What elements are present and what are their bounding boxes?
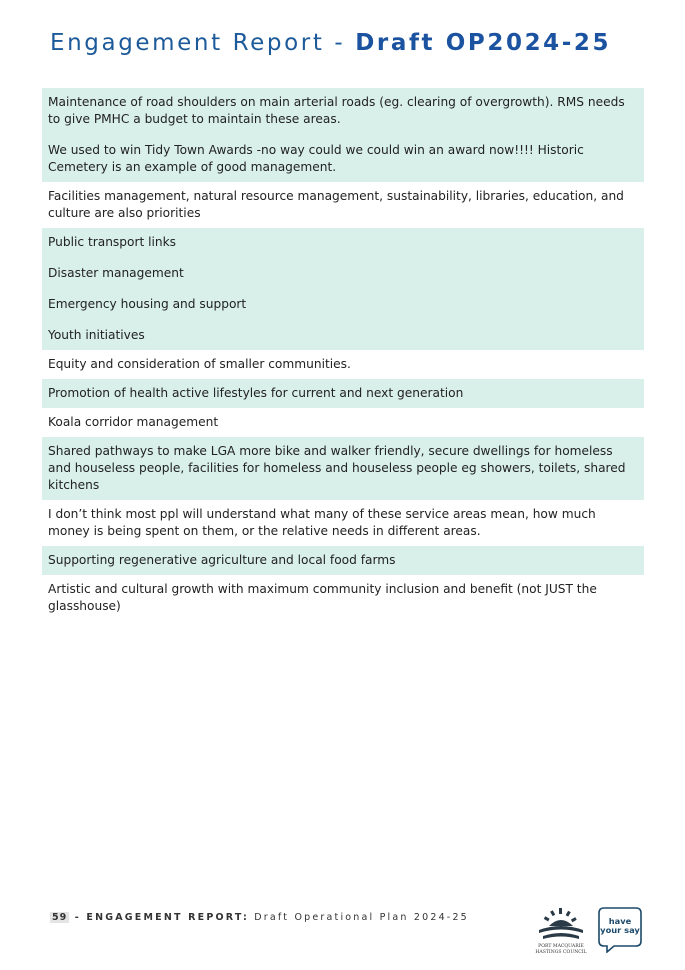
response-text: Facilities management, natural resource management, sustainability, libraries, education, and culture are also priorities xyxy=(48,189,624,220)
page-number: 59 xyxy=(52,912,68,923)
footer-separator: - xyxy=(69,912,87,923)
footer-plan-title: Draft Operational Plan 2024-25 xyxy=(249,912,469,923)
have-your-say-line1: have xyxy=(608,916,632,926)
page-title-prefix: Engagement Report - xyxy=(50,30,356,56)
council-name-line2: HASTINGS COUNCIL xyxy=(535,950,587,955)
response-text: Youth initiatives xyxy=(48,328,145,342)
response-row xyxy=(42,500,644,546)
response-row xyxy=(42,182,644,228)
have-your-say-line2: your say xyxy=(600,925,640,935)
response-text: Disaster management xyxy=(48,266,184,280)
response-text: Supporting regenerative agriculture and local food farms xyxy=(48,553,396,567)
response-text: Koala corridor management xyxy=(48,415,219,429)
response-row xyxy=(42,437,644,500)
page-title-emphasis: Draft OP2024-25 xyxy=(355,30,612,56)
response-row xyxy=(42,228,644,350)
footer-report-label: ENGAGEMENT REPORT: xyxy=(86,912,250,923)
response-text: I don’t think most ppl will understand what many of these service areas mean, how much money is being spent on them, or the relative needs in different areas. xyxy=(48,507,596,538)
response-row xyxy=(42,408,644,437)
response-row xyxy=(42,575,644,621)
page-title xyxy=(50,30,611,56)
have-your-say-logo xyxy=(598,907,642,953)
council-name-line1: PORT MACQUARIE xyxy=(538,944,584,949)
response-text: We used to win Tidy Town Awards -no way could we could win an award now!!!! Historic Cemetery is an example of good management. xyxy=(48,143,584,174)
response-row xyxy=(42,379,644,408)
response-row xyxy=(42,546,644,575)
response-text: Promotion of health active lifestyles for current and next generation xyxy=(48,386,464,400)
page-footer xyxy=(50,912,469,923)
response-text: Equity and consideration of smaller communities. xyxy=(48,357,351,371)
response-row xyxy=(42,350,644,379)
response-text: Emergency housing and support xyxy=(48,297,247,311)
council-logo xyxy=(529,906,593,960)
response-text: Shared pathways to make LGA more bike and walker friendly, secure dwellings for homeless and houseless people, facilities for homeless and houseless people eg showers, toilets, shared kitchens xyxy=(48,444,626,492)
response-text: Public transport links xyxy=(48,235,177,249)
council-emblem-icon xyxy=(529,906,593,944)
response-text: Maintenance of road shoulders on main arterial roads (eg. clearing of overgrowth). RMS needs to give PMHC a budget to maintain these areas. xyxy=(48,95,625,126)
responses-table xyxy=(42,88,644,621)
response-text: Artistic and cultural growth with maximum community inclusion and benefit (not JUST the glasshouse) xyxy=(48,582,597,613)
response-row xyxy=(42,88,644,182)
